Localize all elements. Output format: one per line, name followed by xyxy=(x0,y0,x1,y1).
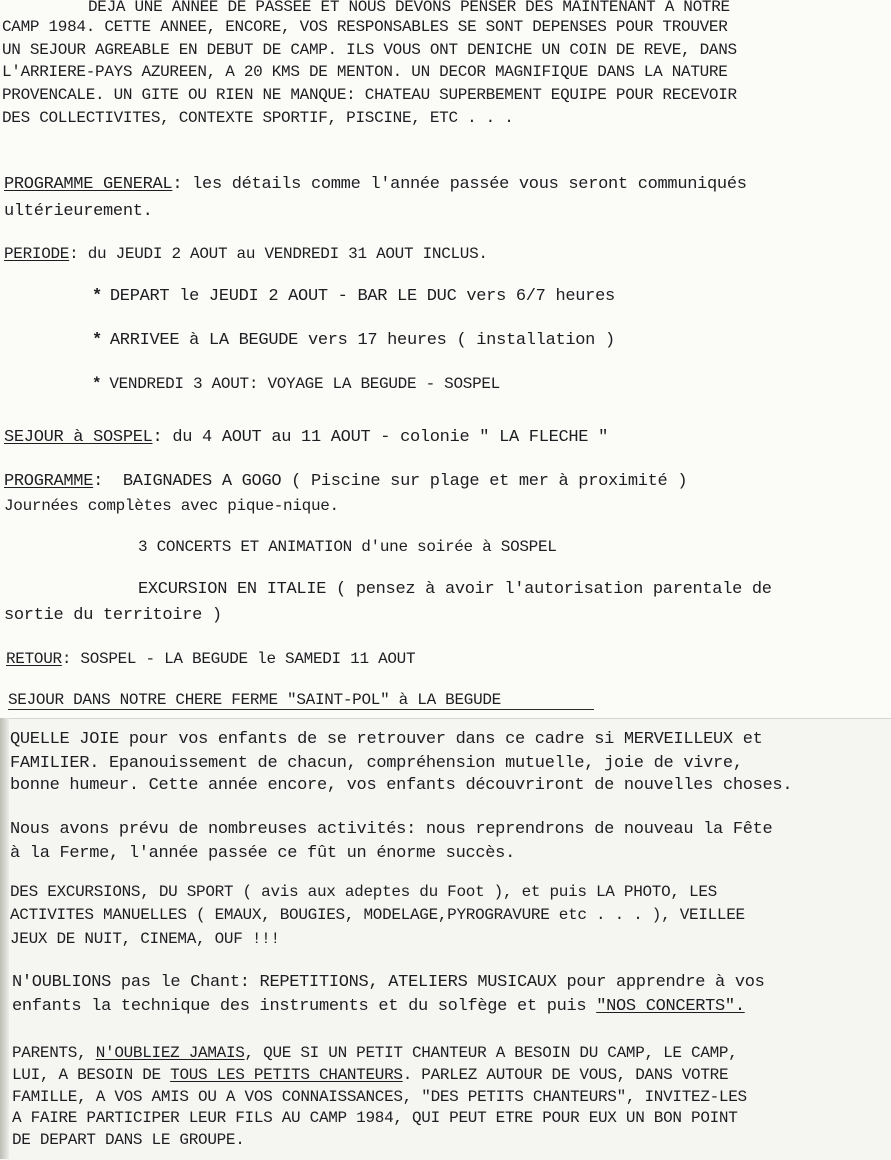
oubliez-jamais: N'OUBLIEZ JAMAIS xyxy=(95,1044,245,1062)
programme-concerts: 3 CONCERTS ET ANIMATION d'une soirée à SOSPEL xyxy=(138,538,557,556)
ferme-line: QUELLE JOIE pour vos enfants de se retrouver dans ce cadre si MERVEILLEUX et xyxy=(10,730,763,749)
ferme-line: JEUX DE NUIT, CINEMA, OUF !!! xyxy=(10,930,280,948)
sejour-sospel-label: SEJOUR à SOSPEL xyxy=(4,428,153,447)
programme-text: : BAIGNADES A GOGO ( Piscine sur plage et mer à proximité ) xyxy=(93,472,688,491)
periode xyxy=(4,245,488,264)
programme-excursion: EXCURSION EN ITALIE ( pensez à avoir l'autorisation parentale de xyxy=(138,580,772,599)
programme-general-text-2: ultérieurement. xyxy=(4,202,153,221)
ferme-line: ACTIVITES MANUELLES ( EMAUX, BOUGIES, MODELAGE,PYROGRAVURE etc . . . ), VEILLEE xyxy=(10,906,745,924)
bullet-asterisk: * xyxy=(92,331,102,350)
itinerary-item: * VENDREDI 3 AOUT: VOYAGE LA BEGUDE - SOSPEL xyxy=(92,375,500,393)
intro-line: PROVENCALE. UN GITE OU RIEN NE MANQUE: CHATEAU SUPERBEMENT EQUIPE POUR RECEVOIR xyxy=(2,86,737,104)
periode-label: PERIODE xyxy=(4,245,70,263)
bullet-asterisk: * xyxy=(92,375,102,393)
ferme-line: DE DEPART DANS LE GROUPE. xyxy=(12,1131,245,1149)
ferme-line: LUI, A BESOIN DE TOUS LES PETITS CHANTEURS. PARLEZ AUTOUR DE VOUS, DANS VOTRE xyxy=(12,1066,729,1084)
intro-line: UN SEJOUR AGREABLE EN DEBUT DE CAMP. ILS VOUS ONT DENICHE UN COIN DE REVE, DANS xyxy=(2,41,737,59)
sheet-edge xyxy=(0,718,9,1159)
retour-label: RETOUR xyxy=(6,650,62,668)
ferme-line: FAMILLE, A VOS AMIS OU A VOS CONNAISSANCES, "DES PETITS CHANTEURS", INVITEZ-LES xyxy=(12,1088,747,1106)
ferme-line: enfants la technique des instruments et du solfège et puis "NOS CONCERTS". xyxy=(12,997,745,1016)
bullet-asterisk: * xyxy=(92,287,102,306)
nos-concerts-link: "NOS CONCERTS". xyxy=(596,997,745,1016)
sejour-sospel-text: : du 4 AOUT au 11 AOUT - colonie " LA FLECHE " xyxy=(152,428,609,447)
ferme-line: à la Ferme, l'année passée ce fût un énorme succès. xyxy=(10,844,515,863)
tous-les-petits-chanteurs: TOUS LES PETITS CHANTEURS xyxy=(170,1066,403,1084)
ferme-line: Nous avons prévu de nombreuses activités: nous reprendrons de nouveau la Fête xyxy=(10,820,773,839)
sejour-sospel xyxy=(4,428,608,447)
ferme-line: FAMILIER. Epanouissement de chacun, compréhension mutuelle, joie de vivre, xyxy=(10,754,743,773)
intro-line: L'ARRIERE-PAYS AZUREEN, A 20 KMS DE MENTON. UN DECOR MAGNIFIQUE DANS LA NATURE xyxy=(2,63,728,81)
programme xyxy=(4,472,687,491)
programme-text-2: Journées complètes avec pique-nique. xyxy=(4,497,339,515)
retour-text: : SOSPEL - LA BEGUDE le SAMEDI 11 AOUT xyxy=(61,650,416,668)
ferme-line: PARENTS, N'OUBLIEZ JAMAIS, QUE SI UN PETIT CHANTEUR A BESOIN DU CAMP, LE CAMP, xyxy=(12,1044,738,1062)
intro-line: CAMP 1984. CETTE ANNEE, ENCORE, VOS RESPONSABLES SE SONT DEPENSES POUR TROUVER xyxy=(2,18,728,36)
itinerary-item: * DEPART le JEUDI 2 AOUT - BAR LE DUC vers 6/7 heures xyxy=(92,287,615,306)
programme-general-text: : les détails comme l'année passée vous seront communiqués xyxy=(172,175,747,194)
programme-general xyxy=(4,175,747,194)
ferme-line: N'OUBLIONS pas le Chant: REPETITIONS, ATELIERS MUSICAUX pour apprendre à vos xyxy=(12,973,765,992)
programme-excursion-2: sortie du territoire ) xyxy=(4,606,222,625)
ferme-line: bonne humeur. Cette année encore, vos enfants découvriront de nouvelles choses. xyxy=(10,776,793,795)
ferme-line: A FAIRE PARTICIPER LEUR FILS AU CAMP 1984, QUI PEUT ETRE POUR EUX UN BON POINT xyxy=(12,1109,738,1127)
periode-text: : du JEUDI 2 AOUT au VENDREDI 31 AOUT INCLUS. xyxy=(69,245,488,263)
programme-label: PROGRAMME xyxy=(4,472,94,491)
programme-general-label: PROGRAMME GENERAL xyxy=(4,175,173,194)
ferme-title: SEJOUR DANS NOTRE CHERE FERME "SAINT-POL" à LA BEGUDE xyxy=(8,691,501,709)
intro-line: DES COLLECTIVITES, CONTEXTE SPORTIF, PISCINE, ETC . . . xyxy=(2,109,514,127)
ferme-title-underline xyxy=(8,709,594,710)
ferme-line: DES EXCURSIONS, DU SPORT ( avis aux adeptes du Foot ), et puis LA PHOTO, LES xyxy=(10,883,717,901)
intro-line: DEJA UNE ANNEE DE PASSEE ET NOUS DEVONS PENSER DES MAINTENANT A NOTRE xyxy=(88,0,730,16)
itinerary-item: * ARRIVEE à LA BEGUDE vers 17 heures ( installation ) xyxy=(92,331,615,350)
retour xyxy=(6,650,415,669)
